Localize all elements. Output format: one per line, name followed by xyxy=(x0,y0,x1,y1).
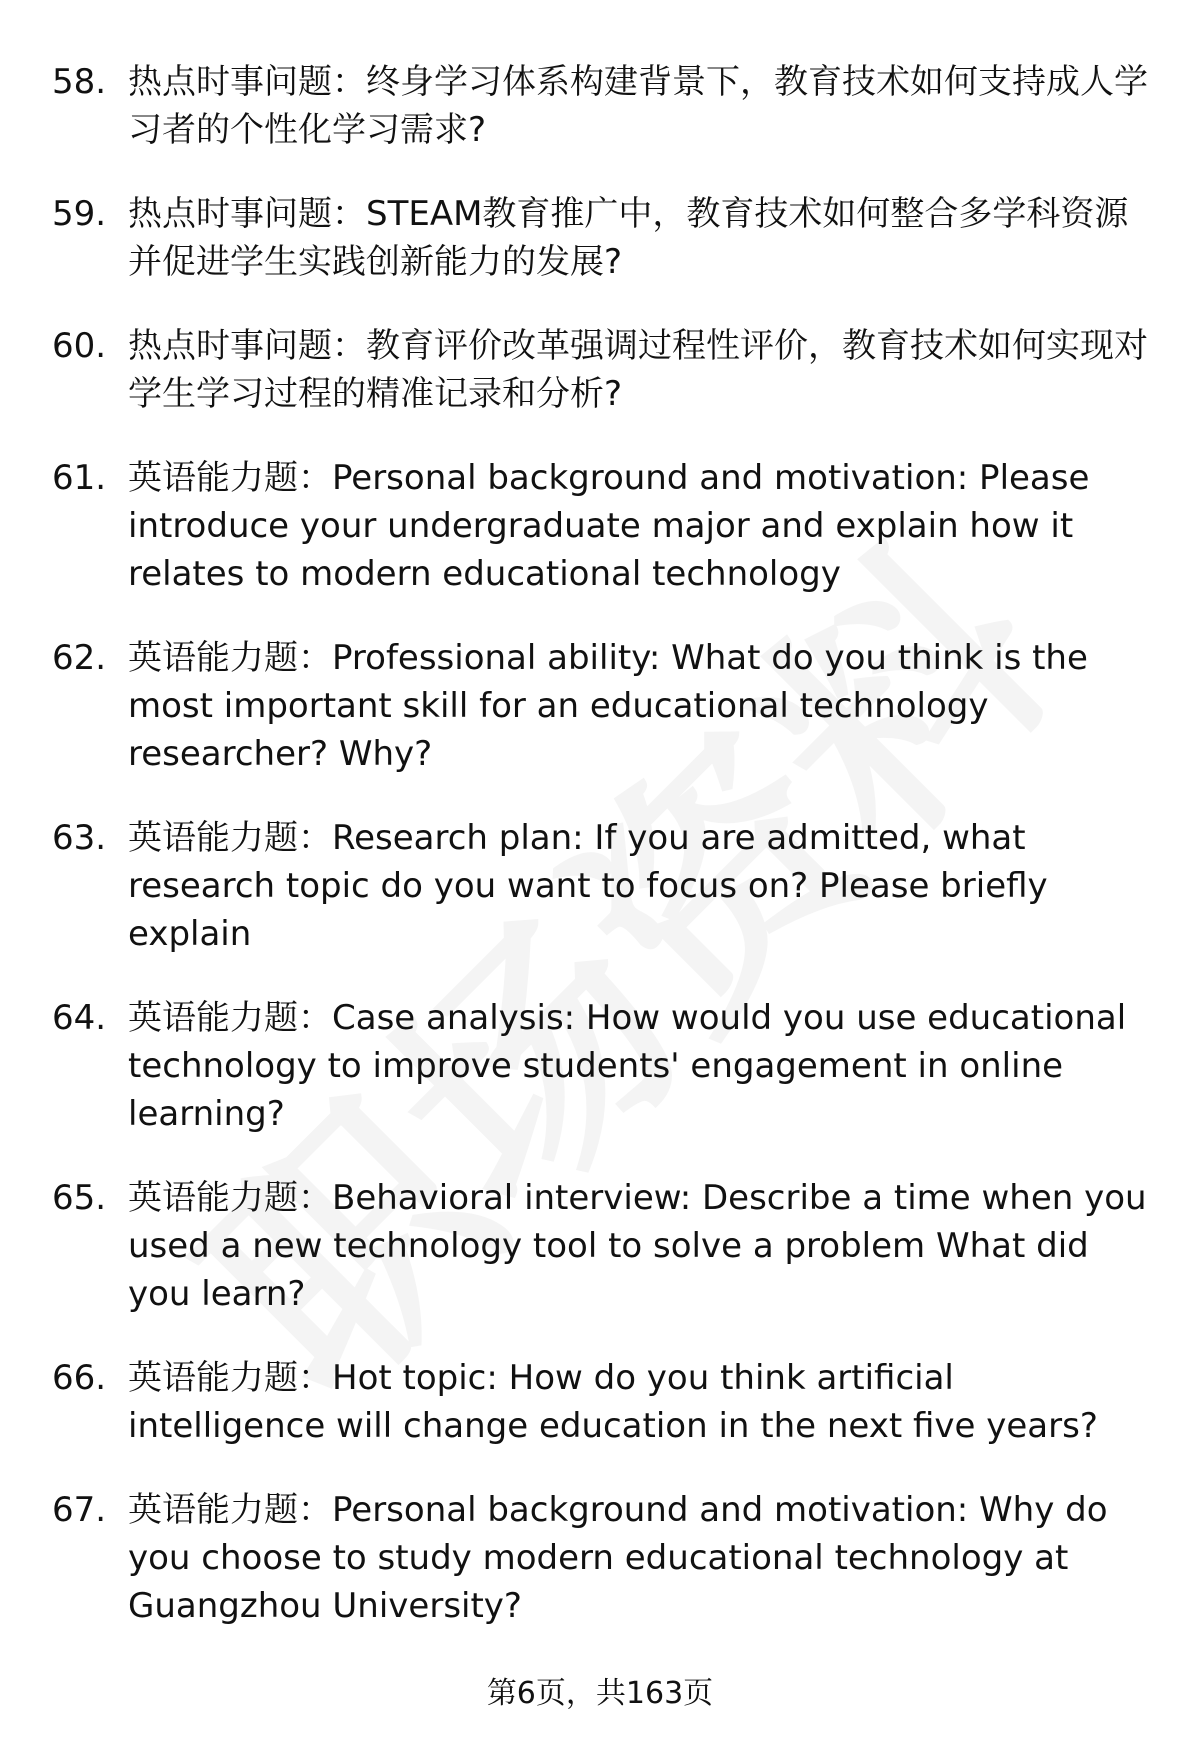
question-item xyxy=(52,1486,1152,1630)
question-number: 63. xyxy=(52,818,107,858)
question-text: 英语能力题：Personal background and motivation: Why do you choose to study modern educational technology at Guangzhou University? xyxy=(128,1490,1108,1626)
question-item xyxy=(52,58,1152,154)
page-footer: 第6页，共163页 xyxy=(486,1676,714,1711)
question-text: 热点时事问题：STEAM教育推广中，教育技术如何整合多学科资源并促进学生实践创新能力的发展? xyxy=(128,194,1129,282)
question-item xyxy=(52,1354,1152,1450)
question-text: 英语能力题：Personal background and motivation: Please introduce your undergraduate major and explain how it relates to modern educational technology xyxy=(128,458,1090,594)
question-number: 59. xyxy=(52,194,107,234)
question-item xyxy=(52,322,1152,418)
question-number: 64. xyxy=(52,998,107,1038)
question-number: 62. xyxy=(52,638,107,678)
question-number: 66. xyxy=(52,1358,107,1398)
question-number: 67. xyxy=(52,1490,107,1530)
question-item xyxy=(52,814,1152,958)
question-number: 58. xyxy=(52,62,107,102)
question-text: 英语能力题：Behavioral interview: Describe a time when you used a new technology tool to solve a problem What did you learn? xyxy=(128,1178,1147,1314)
question-text: 英语能力题：Professional ability: What do you think is the most important skill for an educational technology researcher? Why? xyxy=(128,638,1088,774)
question-item xyxy=(52,994,1152,1138)
question-item xyxy=(52,190,1152,286)
question-number: 65. xyxy=(52,1178,107,1218)
question-number: 61. xyxy=(52,458,107,498)
question-list xyxy=(52,58,1152,1666)
question-text: 英语能力题：Hot topic: How do you think artificial intelligence will change education in the next five years? xyxy=(128,1358,1098,1446)
question-text: 热点时事问题：教育评价改革强调过程性评价，教育技术如何实现对学生学习过程的精准记录和分析? xyxy=(128,326,1148,414)
question-item xyxy=(52,1174,1152,1318)
question-number: 60. xyxy=(52,326,107,366)
question-text: 热点时事问题：终身学习体系构建背景下，教育技术如何支持成人学习者的个性化学习需求? xyxy=(128,62,1148,150)
question-item xyxy=(52,634,1152,778)
question-item xyxy=(52,454,1152,598)
question-text: 英语能力题：Case analysis: How would you use educational technology to improve students' engagement in online learning? xyxy=(128,998,1127,1134)
question-text: 英语能力题：Research plan: If you are admitted, what research topic do you want to focus on? Please briefly explain xyxy=(128,818,1048,954)
